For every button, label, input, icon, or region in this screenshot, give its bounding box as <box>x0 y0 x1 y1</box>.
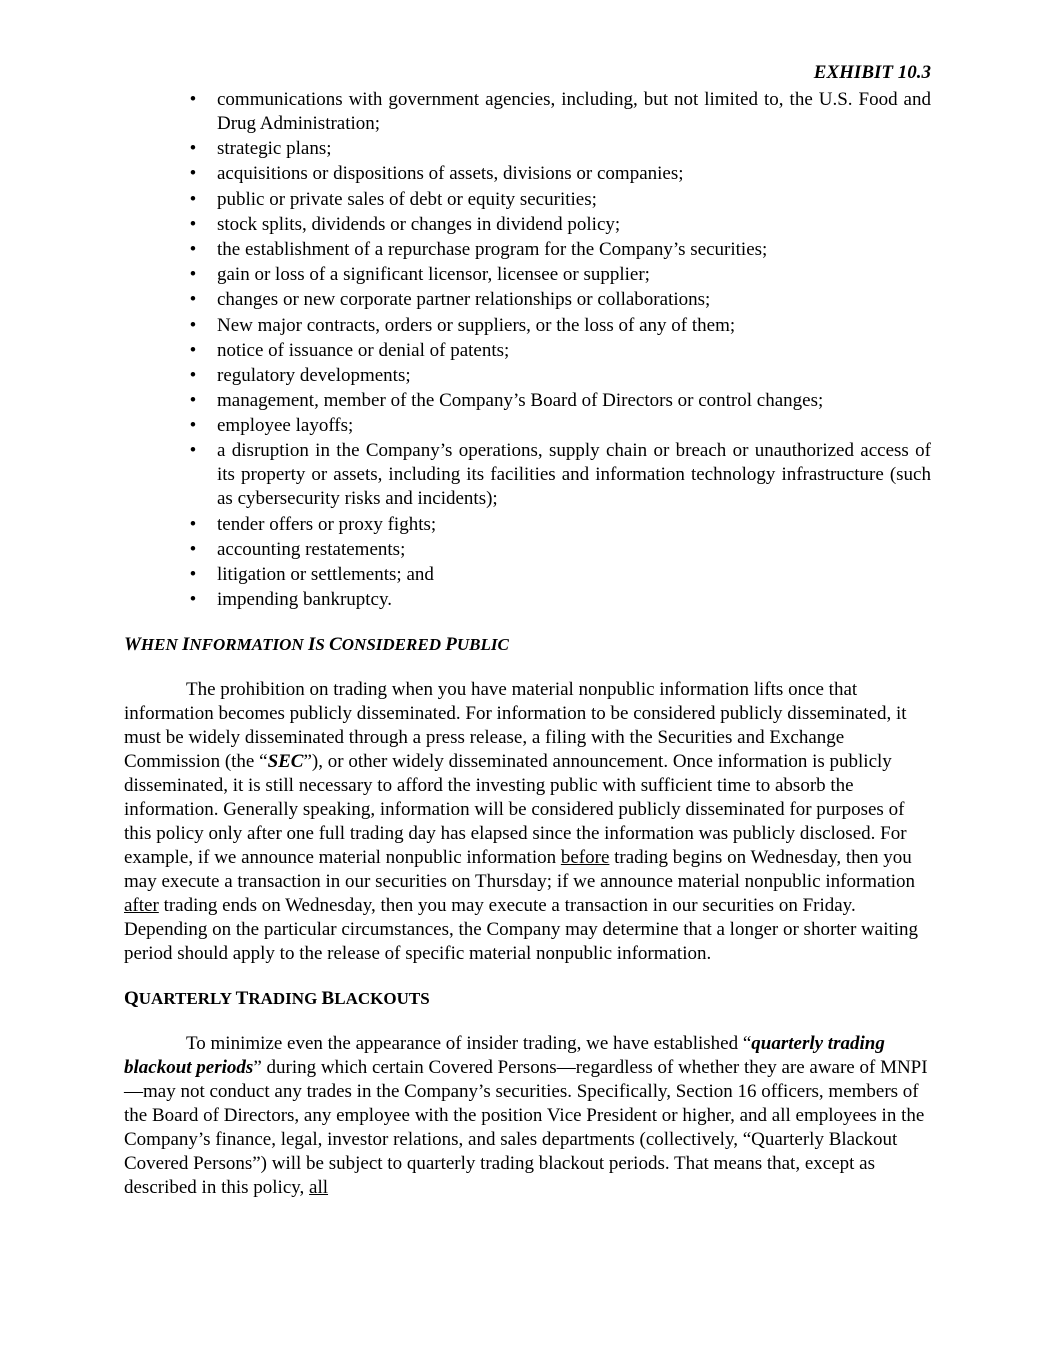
list-item <box>124 513 931 537</box>
bullet-icon: • <box>189 138 197 160</box>
list-item-text: stock splits, dividends or changes in dividend policy; <box>217 213 621 235</box>
list-item-text: management, member of the Company’s Board of Directors or control changes; <box>217 390 824 412</box>
list-item <box>124 314 931 338</box>
heading-rest: UARTERLY <box>138 989 232 1009</box>
list-item <box>124 188 931 212</box>
list-item-text: accounting restatements; <box>217 538 406 560</box>
heading-initial: P <box>445 634 457 656</box>
bullet-icon: • <box>189 289 197 311</box>
heading-rest: UBLIC <box>456 635 509 655</box>
heading-initial: Q <box>124 988 139 1010</box>
material-information-list <box>124 88 931 612</box>
heading-rest: ONSIDERED <box>341 635 441 655</box>
list-item <box>124 588 931 612</box>
heading-rest: NFORMATION <box>189 635 304 655</box>
underlined-all: all <box>309 1177 329 1199</box>
section-heading-when-information-is-considered-public <box>124 634 931 656</box>
bullet-icon: • <box>189 589 197 611</box>
list-item <box>124 263 931 287</box>
list-item <box>124 364 931 388</box>
list-item-text: regulatory developments; <box>217 364 411 386</box>
heading-rest: HEN <box>140 635 178 655</box>
list-item-text: New major contracts, orders or suppliers, or the loss of any of them; <box>217 314 736 336</box>
heading-rest: RADING <box>248 989 318 1009</box>
underlined-after: after <box>124 895 159 917</box>
section-heading-quarterly-trading-blackouts <box>124 988 931 1010</box>
defined-term-sec: SEC <box>267 751 304 773</box>
list-item <box>124 213 931 237</box>
list-item-text: public or private sales of debt or equity securities; <box>217 188 597 210</box>
list-item-text: changes or new corporate partner relationships or collaborations; <box>217 289 711 311</box>
heading-rest: LACKOUTS <box>334 989 430 1009</box>
list-item-text: a disruption in the Company’s operations, supply chain or breach or unauthorized access of its property or assets, including its facilities and information technology infrastructure (such as cybersecurity risks and incidents); <box>217 440 931 510</box>
list-item <box>124 563 931 587</box>
bullet-icon: • <box>189 213 197 235</box>
bullet-icon: • <box>189 188 197 210</box>
list-item-text: notice of issuance or denial of patents; <box>217 339 510 361</box>
heading-initial: T <box>235 988 249 1010</box>
bullet-icon: • <box>189 339 197 361</box>
list-item <box>124 389 931 413</box>
paragraph-text: ”), or other widely disseminated announcement. Once information is publicly disseminated, it is still necessary to afford the investing public with sufficient time to absorb the information. Generally speaking, information will be considered publicly disseminated for purposes of this policy only after one full trading day has elapsed since the information was publicly disclosed. For example, if we announce material nonpublic information <box>124 751 907 869</box>
paragraph-text: trading begins on Wednesday, then you may execute a transaction in our securities on Thursday; if we announce material nonpublic information <box>124 847 916 893</box>
paragraph-text: ” during which certain Covered Persons—regardless of whether they are aware of MNPI—may not conduct any trades in the Company’s securities. Specifically, Section 16 officers, members of the Board of Directors, any employee with the position Vice President or higher, and all employees in the Company’s finance, legal, investor relations, and sales departments (collectively, “Quarterly Blackout Covered Persons”) will be subject to quarterly trading blackout periods. That means that, except as described in this policy, <box>124 1057 928 1199</box>
bullet-icon: • <box>189 264 197 286</box>
heading-initial: I <box>307 634 316 656</box>
exhibit-label: EXHIBIT 10.3 <box>813 62 931 83</box>
list-item <box>124 137 931 161</box>
bullet-icon: • <box>189 538 197 560</box>
paragraph-text: To minimize even the appearance of insider trading, we have established “ <box>186 1033 752 1055</box>
list-item <box>124 238 931 262</box>
list-item-text: the establishment of a repurchase program for the Company’s securities; <box>217 238 768 260</box>
list-item-text: strategic plans; <box>217 138 332 160</box>
list-item-text: employee layoffs; <box>217 415 354 437</box>
bullet-icon: • <box>189 415 197 437</box>
list-item-text: impending bankruptcy. <box>217 589 393 611</box>
list-item <box>124 88 931 136</box>
bullet-icon: • <box>189 564 197 585</box>
paragraph-text: trading ends on Wednesday, then you may execute a transaction in our securities on Friday. Depending on the particular circumstances, the Company may determine that a longer or shorter waiting period should apply to the release of specific material nonpublic information. <box>124 895 919 965</box>
bullet-icon: • <box>189 163 197 185</box>
list-item-text: gain or loss of a significant licensor, licensee or supplier; <box>217 264 650 286</box>
paragraph-blackouts <box>124 1032 931 1200</box>
list-item <box>124 414 931 438</box>
list-item-text: litigation or settlements; and <box>217 564 434 585</box>
bullet-icon: • <box>189 390 197 412</box>
document-body <box>124 88 931 1200</box>
heading-initial: I <box>182 634 190 656</box>
list-item-text: communications with government agencies, including, but not limited to, the U.S. Food and Drug Administration; <box>217 89 931 134</box>
list-item <box>124 339 931 363</box>
paragraph-text: The prohibition on trading when you have material nonpublic information lifts once that information becomes publicly disseminated. For information to be considered publicly disseminated, it must be widely disseminated through a press release, a filing with the Securities and Exchange Commission (the “ <box>124 679 907 773</box>
bullet-icon: • <box>189 89 197 110</box>
list-item <box>124 439 931 511</box>
list-item <box>124 288 931 312</box>
bullet-icon: • <box>189 513 197 535</box>
list-item <box>124 162 931 186</box>
bullet-icon: • <box>189 314 197 336</box>
heading-initial: B <box>321 988 335 1010</box>
heading-initial: W <box>124 634 141 656</box>
bullet-icon: • <box>189 440 197 462</box>
bullet-icon: • <box>189 364 197 386</box>
bullet-icon: • <box>189 238 197 260</box>
heading-initial: C <box>329 634 342 656</box>
defined-term-quarterly-blackout: quarterly trading blackout periods <box>124 1033 885 1079</box>
list-item <box>124 538 931 562</box>
list-item-text: acquisitions or dispositions of assets, divisions or companies; <box>217 163 684 185</box>
list-item-text: tender offers or proxy fights; <box>217 513 437 535</box>
heading-rest: S <box>315 635 325 655</box>
paragraph-public-information <box>124 678 931 966</box>
underlined-before: before <box>560 847 610 869</box>
